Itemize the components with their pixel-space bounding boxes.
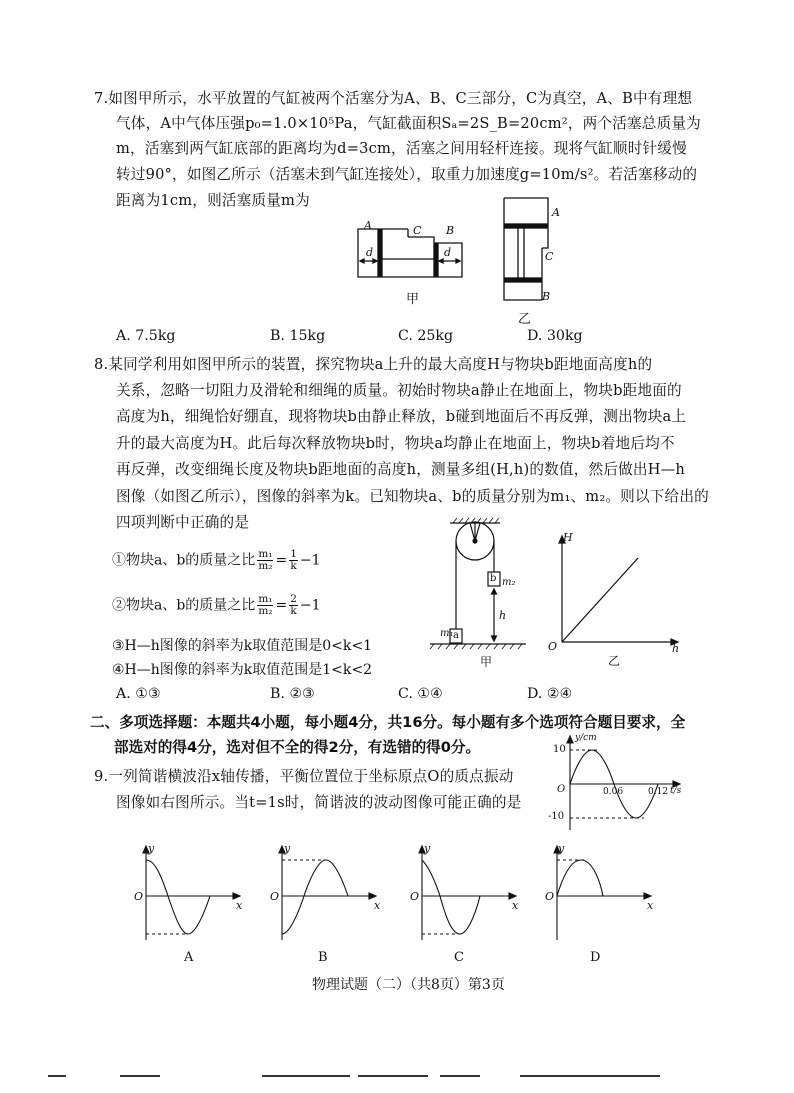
q9-c-caption[interactable]: C [454,950,464,965]
q8-line-3: 高度为h，细绳恰好绷直，现将物块b由静止释放，b碰到地面后不再反弹，测出物块a上 [116,408,687,425]
q9-choice-graph-a [126,842,246,944]
q8-jia-label-m1: m₁ [440,628,454,639]
q9-b-o: O [270,890,280,903]
q8-line-2: 关系，忽略一切阻力及滑轮和细绳的质量。初始时物块a静止在地面上，物块b距地面的 [116,382,682,399]
q9-vib-t2: 0.12 [648,787,669,797]
q7-option-a[interactable]: A. 7.5kg [116,328,176,344]
q8-jia-label-m2: m₂ [502,577,516,588]
q9-choice-graph-d [537,842,657,944]
q8-line-7: 四项判断中正确的是 [116,514,250,531]
q8-line-6: 图像（如图乙所示），图像的斜率为k。已知物块a、b的质量分别为m₁、m₂。则以下给出的 [116,488,709,505]
q9-c-o: O [410,890,420,903]
q9-vib-ylabel: y/cm [575,733,597,743]
q8-judgment-4: ④H—h图像的斜率为k取值范围是1<k<2 [112,662,373,678]
q8-yi-label-h: h [672,642,680,655]
q9-a-o: O [134,890,144,903]
q7-line-2: 气体，A中气体压强p₀=1.0×10⁵Pa，气缸截面积Sₐ=2S_B=20cm²，两个活塞总质量为 [116,115,701,132]
q7-jia-caption: 甲 [406,292,420,307]
q7-line-3: m，活塞到两气缸底部的距离均为d=3cm，活塞之间用轻杆连接。现将气缸顺时针缓慢 [116,140,687,157]
q7-line-5: 距离为1cm，则活塞质量m为 [116,192,310,209]
q9-d-o: O [545,890,555,903]
q9-vib-origin: O [557,784,566,795]
page-footer: 物理试题（二）（共8页）第3页 [312,977,505,993]
q8-figure-jia [428,517,528,662]
q9-a-x: x [236,899,243,912]
q9-c-y: y [424,842,431,855]
q9-vib-tlabel: t/s [670,786,682,796]
q9-a-y: y [148,842,155,855]
q7-option-b[interactable]: B. 15kg [270,328,326,344]
q7-jia-label-a: A [364,219,372,232]
q8-yi-caption: 乙 [608,654,621,668]
q8-judgment-2: ②物块a、b的质量之比 $\frac{\text{m₁}}{\text{m₂}}$ = $\frac{2}{k}$ −1 [112,593,321,617]
q8-judgment-3: ③H—h图像的斜率为k取值范围是0<k<1 [112,638,373,654]
scan-mark [262,1075,350,1077]
q7-line-4: 转过90°，如图乙所示（活塞未到气缸连接处），取重力加速度g=10m/s²。若活塞移动的 [116,166,698,183]
q8-line-1: 8.某同学利用如图甲所示的装置，探究物块a上升的最大高度H与物块b距地面高度h的 [94,356,653,373]
q8-line-4: 升的最大高度为H。此后每次释放物块b时，物块a均静止在地面上，物块b着地后均不 [116,435,675,452]
q9-choice-graph-c [402,842,522,944]
q7-jia-label-d1: d [366,246,374,259]
q7-yi-label-c: C [545,250,554,263]
scan-mark [120,1075,160,1077]
q9-d-x: x [647,899,654,912]
q9-b-caption[interactable]: B [318,950,328,965]
q9-c-x: x [512,899,519,912]
q9-line-1: 9.一列简谐横波沿x轴传播，平衡位置位于坐标原点O的质点振动 [94,768,514,785]
scan-mark [358,1075,428,1077]
q9-a-caption[interactable]: A [184,950,194,965]
q9-choice-graph-b [262,842,382,944]
q8-yi-label-H: H [563,531,573,544]
q9-d-caption[interactable]: D [590,950,601,965]
q8-yi-label-O: O [548,640,558,653]
q9-line-2: 图像如右图所示。当t=1s时，简谐波的波动图像可能正确的是 [116,794,522,811]
q9-b-x: x [374,899,381,912]
section2-heading-line-2: 部选对的得4分，选对但不全的得2分，有选错的得0分。 [114,739,481,756]
q9-vib-t1: 0.06 [603,787,624,797]
q7-option-d[interactable]: D. 30kg [527,328,583,344]
q7-option-c[interactable]: C. 25kg [398,328,454,344]
q9-vib-ymin: -10 [548,811,565,822]
scan-mark [48,1075,66,1077]
section2-heading-line-1: 二、多项选择题：本题共4小题，每小题4分，共16分。每小题有多个选项符合题目要求，全 [90,714,686,731]
q8-jia-label-h: h [499,609,507,622]
q8-option-d[interactable]: D. ②④ [527,686,573,702]
q8-judgment-1: ①物块a、b的质量之比 $\frac{\text{m₁}}{\text{m₂}}$ = $\frac{1}{k}$ −1 [112,548,321,572]
q8-jia-caption: 甲 [480,655,493,669]
q8-jia-label-b: b [490,573,497,584]
q8-option-b[interactable]: B. ②③ [270,686,315,702]
q7-jia-label-b: B [446,224,455,237]
q8-line-5: 再反弹，改变细绳长度及物块b距地面的高度h，测量多组(H,h)的数值，然后做出H—h [116,461,686,478]
q7-yi-label-b: B [542,290,551,303]
q7-yi-caption: 乙 [518,312,532,327]
q9-b-y: y [284,842,291,855]
scan-mark [520,1075,660,1077]
q9-d-y: y [558,842,565,855]
q9-vib-ymax: 10 [553,744,566,755]
q8-option-c[interactable]: C. ①④ [398,686,443,702]
q8-jia-label-a: a [453,630,459,641]
q7-jia-label-c: C [413,224,422,237]
q8-option-a[interactable]: A. ①③ [116,686,161,702]
q8-figure-yi [548,530,683,650]
scan-mark [440,1075,480,1077]
q7-jia-label-d2: d [444,246,452,259]
q7-yi-label-a: A [552,206,560,219]
q7-line-1: 7.如图甲所示，水平放置的气缸被两个活塞分为A、B、C三部分，C为真空，A、B中有理想 [94,90,693,107]
